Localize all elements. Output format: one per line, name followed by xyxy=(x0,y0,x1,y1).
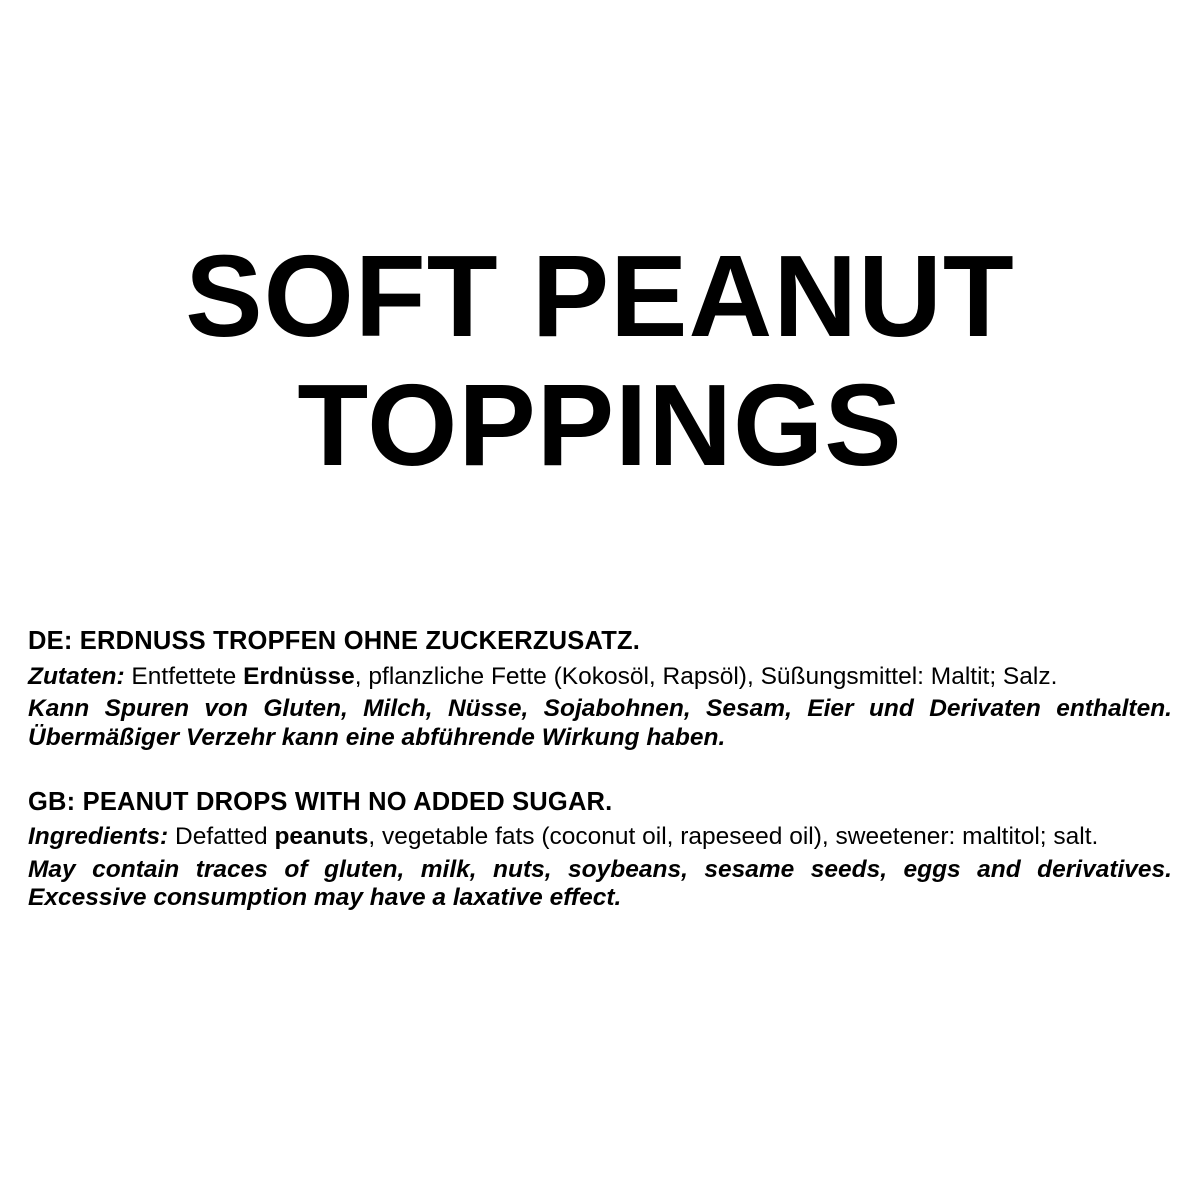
section-gb xyxy=(28,787,1172,914)
section-gb-ingredients-highlight: peanuts xyxy=(274,823,369,851)
section-gb-ingredients xyxy=(28,823,1172,852)
section-de-allergen-note: Kann Spuren von Gluten, Milch, Nüsse, Sojabohnen, Sesam, Eier und Derivaten enthalten. Übermäßiger Verzehr kann eine abführende Wirkung haben. xyxy=(28,695,1172,751)
section-gb-allergen-note: May contain traces of gluten, milk, nuts, soybeans, sesame seeds, eggs and derivatives. Excessive consumption may have a laxative effect. xyxy=(28,855,1172,912)
section-de-ingredients-highlight: Erdnüsse xyxy=(243,662,355,690)
section-de-ingredients-label: Zutaten: xyxy=(28,662,125,690)
section-gb-heading: GB: PEANUT DROPS WITH NO ADDED SUGAR. xyxy=(28,787,613,816)
section-de-ingredients xyxy=(28,663,1172,692)
product-title-line-2: TOPPINGS xyxy=(297,359,903,490)
section-de xyxy=(28,626,1172,753)
section-de-ingredients-pre: Entfettete xyxy=(124,662,244,690)
section-de-ingredients-post: , pflanzliche Fette (Kokosöl, Rapsöl), Süßungsmittel: Maltit; Salz. xyxy=(354,662,1058,690)
section-gb-ingredients-pre: Defatted xyxy=(168,823,275,851)
product-title xyxy=(0,231,1200,490)
section-de-heading: DE: ERDNUSS TROPFEN OHNE ZUCKERZUSATZ. xyxy=(28,627,641,655)
section-gb-ingredients-post: , vegetable fats (coconut oil, rapeseed oil), sweetener: maltitol; salt. xyxy=(368,823,1099,851)
ingredient-sections xyxy=(28,626,1172,947)
product-title-line-1: SOFT PEANUT xyxy=(185,231,1015,361)
section-gb-ingredients-label: Ingredients: xyxy=(28,823,169,851)
